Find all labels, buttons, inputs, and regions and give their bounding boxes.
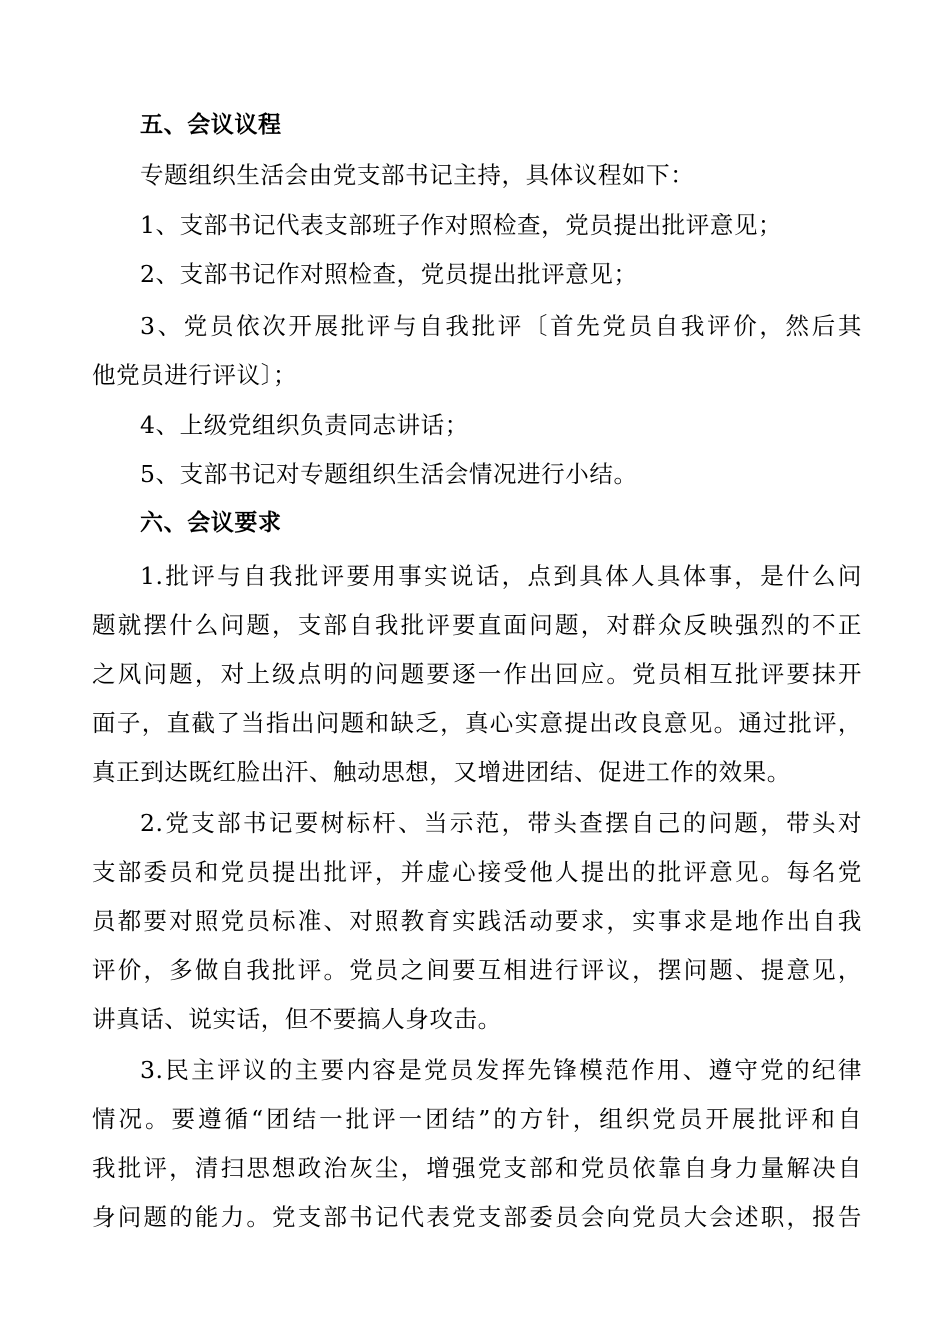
section-heading-requirements: 六、会议要求: [140, 510, 282, 536]
paragraph-line: 3.民主评议的主要内容是党员发挥先锋模范作用、遵守党的纪律: [140, 1056, 862, 1084]
paragraph-line: 情况。要遵循“团结一批评一团结”的方针，组织党员开展批评和自: [92, 1105, 862, 1133]
paragraph-line: 面子，直截了当指出问题和缺乏，真心实意提出改良意见。通过批评，: [92, 709, 862, 737]
paragraph-line: 评价，多做自我批评。党员之间要互相进行评议，摆问题、提意见，: [92, 956, 862, 984]
paragraph-line: 题就摆什么问题，支部自我批评要直面问题，对群众反映强烈的不正: [92, 611, 862, 639]
paragraph-line: 1.批评与自我批评要用事实说话，点到具体人具体事，是什么问: [140, 562, 862, 590]
agenda-item: 5、支部书记对专题组织生活会情况进行小结。: [140, 460, 638, 488]
paragraph-line: 员都要对照党员标准、对照教育实践活动要求，实事求是地作出自我: [92, 907, 862, 935]
agenda-item: 3、党员依次开展批评与自我批评〔首先党员自我评价，然后其: [140, 312, 862, 340]
paragraph-line: 支部委员和党员提出批评，并虚心接受他人提出的批评意见。每名党: [92, 858, 862, 886]
paragraph-line: 我批评，清扫思想政治灰尘，增强党支部和党员依靠自身力量解决自: [92, 1154, 862, 1182]
agenda-item: 2、支部书记作对照检查，党员提出批评意见；: [140, 260, 638, 288]
paragraph-line: 讲真话、说实话，但不要搞人身攻击。: [92, 1005, 502, 1033]
paragraph-line: 身问题的能力。党支部书记代表党支部委员会向党员大会述职，报告: [92, 1203, 862, 1231]
paragraph-line: 真正到达既红脸出汗、触动思想，又增进团结、促进工作的效果。: [92, 758, 791, 786]
paragraph-line: 2.党支部书记要树标杆、当示范，带头查摆自己的问题，带头对: [140, 809, 862, 837]
agenda-item-continued: 他党员进行评议〕；: [92, 361, 298, 389]
section-heading-agenda: 五、会议议程: [140, 112, 282, 138]
agenda-item: 4、上级党组织负责同志讲话；: [140, 411, 469, 439]
agenda-intro: 专题组织生活会由党支部书记主持，具体议程如下：: [140, 161, 695, 189]
agenda-item: 1、支部书记代表支部班子作对照检查，党员提出批评意见；: [140, 211, 783, 239]
paragraph-line: 之风问题，对上级点明的问题要逐一作出回应。党员相互批评要抹开: [92, 660, 862, 688]
